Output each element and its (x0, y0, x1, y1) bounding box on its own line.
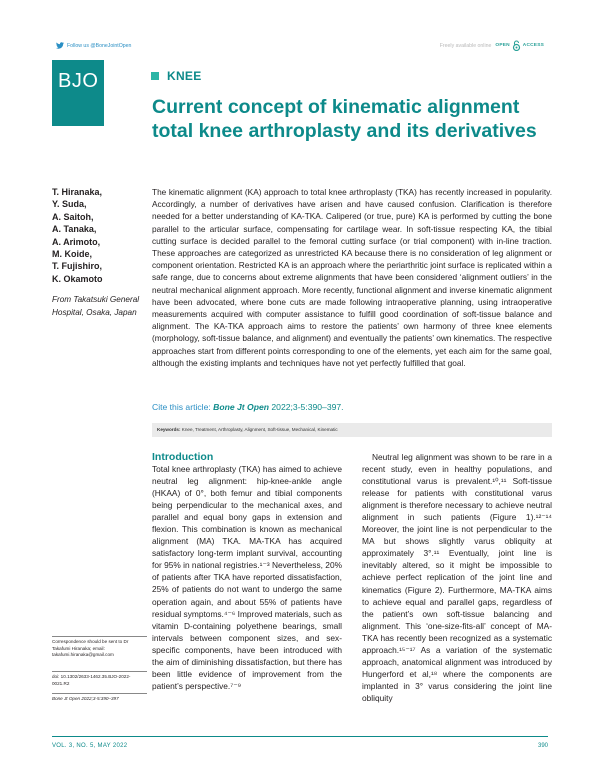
journal-logo-text: BJO (58, 70, 99, 92)
author-list (52, 186, 144, 285)
journal-reference-text: Bone Jt Open 2022;3-5:390–397 (52, 696, 119, 701)
author: A. Tanaka, (52, 224, 97, 235)
open-lock-icon (512, 40, 521, 51)
journal-logo (52, 60, 104, 126)
section-label: KNEE (167, 69, 202, 83)
follow-text: Follow us @BoneJointOpen (67, 42, 132, 49)
keywords-list: Knee, Treatment, Arthroplasty, Alignment, Soft-tissue, Mechanical, Kinematic (181, 427, 338, 432)
body-paragraph: Total knee arthroplasty (TKA) has aimed to achieve neutral leg alignment: hip-knee-ankle angle (HKAA) of 0°, both femur and tibial components being perpendicular to the mechanical axes, and parallel and equal bony gaps in extension and flexion. This combination is known as mechanical alignment (MA) TKA. MA-TKA has acquired satisfactory long-term implant survival, accounting for 95% in national registries.¹⁻³ Nevertheless, 20% of patients after TKA have reported dissatisfaction, 25% of patients do not want to undergo the same operation again, and about 55% of patients have residual symptoms.⁴⁻⁶ Improved materials, such as vitamin D-containing polyethene bearings, small intervals between component sizes, and sex-specific components, have been introduced with the aim of diminishing dissatisfaction, but there has been little evidence of improvement from the patient’s perspective.⁷⁻⁹ (152, 464, 342, 691)
author: K. Okamoto (52, 273, 103, 284)
open-access-badge (440, 40, 544, 51)
citation (152, 402, 344, 412)
divider (52, 671, 147, 672)
cite-label: Cite this article: (152, 402, 211, 412)
section-tag (151, 69, 202, 83)
freely-available-text: Freely available online (439, 42, 492, 49)
open-word: OPEN (495, 43, 510, 48)
body-column-left (152, 463, 342, 692)
footer-divider (52, 736, 548, 737)
twitter-bird-icon (56, 42, 64, 49)
cite-journal: Bone Jt Open (213, 402, 270, 412)
abstract: The kinematic alignment (KA) approach to total knee arthroplasty (TKA) has recently increased in popularity. Accordingly, a number of derivatives have arisen and have caused confusion. Clarification is therefore needed for a better understanding of KA-TKA. Calipered (or true, pure) KA is performed by cutting the bone parallel to the articular surface, compensating for cartilage wear. In soft-tissue respecting KA, the tibial cutting surface is decided parallel to the femoral cutting surface (or trial component) with in-line traction. These approaches are categorized as unrestricted KA because there is no consideration of leg alignment or component orientation. Restricted KA is an approach where the periarthritic joint surface is replicated within a safe range, due to concerns about extreme alignments that have been considered ‘alignment outliers’ in the neutral mechanical alignment approach. More recently, functional alignment and inverse kinematic alignment have been advocated, where bone cuts are made following intraoperative planning, using intraoperative measurements acquired with computer assistance to fulfill good coordination of soft-tissue balance and alignment. The KA-TKA approach aims to restore the patients’ own harmony of three knee elements (morphology, soft-tissue balance, and alignment) and eventually the patients’ own kinematics. The respective approaches start from different points corresponding to one of the elements, yet each aim for the same goal, although the existing implants and techniques have not yet perfectly fulfilled that goal. (152, 187, 552, 368)
affiliation: From Takatsuki General Hospital, Osaka, Japan (52, 295, 140, 318)
author: T. Hiranaka, (52, 187, 103, 197)
correspondence-text: Correspondence should be sent to Dr Takafumi Hiranaka; email: takafumi.hiranaka@gmail.com (52, 639, 129, 658)
footer-volume: VOL. 3, NO. 5, MAY 2022 (52, 743, 128, 749)
page-header (0, 0, 600, 60)
author: A. Saitoh, (52, 211, 94, 222)
divider (52, 636, 147, 637)
section-square-icon (151, 72, 159, 80)
journal-reference (52, 693, 147, 703)
body-column-right (362, 451, 552, 704)
author: Y. Suda, (52, 199, 87, 210)
follow-link[interactable] (56, 42, 131, 49)
correspondence-note (52, 636, 147, 659)
author: M. Koide, (52, 249, 92, 260)
keywords-box (152, 423, 552, 437)
doi-text: doi: 10.1302/2633-1462.35.BJO-2022-0021.R2 (52, 674, 131, 686)
author: T. Fujishiro, (52, 261, 103, 272)
open-access-label (495, 40, 544, 51)
page-number: 390 (537, 743, 548, 749)
access-word: ACCESS (522, 43, 544, 48)
article-title: Current concept of kinematic alignment total knee arthroplasty and its derivatives (152, 96, 537, 142)
cite-detail: 2022;3-5:390–397. (271, 402, 344, 412)
body-paragraph: Neutral leg alignment was shown to be rare in a recent study, even in healthy populations, and constitutional varus is prevalent.¹⁰,¹¹ Soft-tissue release for patients with constitutional varus alignment is therefore necessary to achieve neutral alignment in such patients (Figure 1).¹²⁻¹⁴ Moreover, the joint line is not perpendicular to the MA but shows slightly varus obliquity at approximately 3°.¹¹ Eventually, joint line is inevitably altered, so it might be impossible to achieve perfect replication of the joint line and kinematics (Figure 2). Furthermore, MA-TKA aims to achieve equal and parallel gaps, regardless of the patient’s own soft-tissue balancing and alignment. This ‘one-size-fits-all’ concept of MA-TKA has recently been recognized as a systematic approach.¹⁵⁻¹⁷ As a variation of the systematic approach, anatomical alignment was introduced by Hungerford et al,¹⁸ where the components are implanted in 3° varus considering the joint line obliquity (362, 452, 552, 703)
keywords-label: Keywords: (157, 427, 181, 432)
author: A. Arimoto, (52, 236, 101, 247)
introduction-heading: Introduction (152, 451, 214, 463)
divider (52, 693, 147, 694)
doi-note (52, 671, 147, 687)
